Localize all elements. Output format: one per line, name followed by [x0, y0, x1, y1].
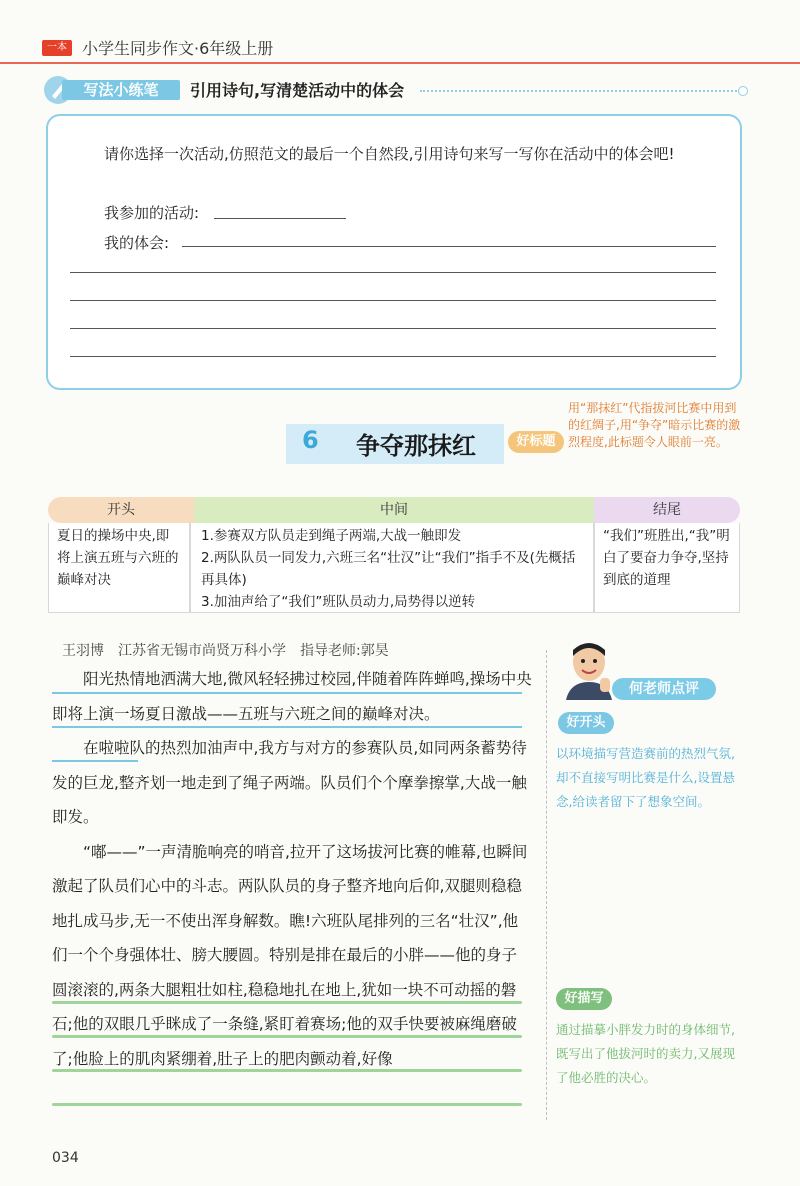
outline-middle-item: 3.加油声给了“我们”班队员动力,局势得以逆转: [201, 594, 476, 610]
outline-middle: [190, 523, 594, 613]
highlight-underline: [52, 760, 138, 762]
section-title: 引用诗句,写清楚活动中的体会: [190, 81, 405, 100]
article-paragraph: 阳光热情地洒满大地,微风轻轻拂过校园,伴随着阵阵蝉鸣,操场中央即将上演一场夏日激战——五班与六班之间的巅峰对决。: [52, 670, 532, 723]
book-title: 小学生同步作文·6年级上册: [82, 39, 274, 58]
article-paragraph: 在啦啦队的热烈加油声中,我方与对方的参赛队员,如同两条蓄势待发的巨龙,整齐划一地走到了绳子两端。队员们个个摩拳擦掌,大战一触即发。: [52, 739, 527, 826]
section-tag: 写法小练笔: [62, 80, 180, 100]
divider: [420, 90, 740, 92]
outline-header-ending: 结尾: [594, 497, 740, 523]
highlight-underline: [52, 1001, 522, 1004]
answer-line[interactable]: [70, 272, 716, 273]
outline-middle-item: 2.两队队员一同发力,六班三名“壮汉”让“我们”指手不及(先概括再具体): [201, 550, 576, 588]
highlight-underline: [52, 726, 522, 728]
highlight-underline: [52, 1069, 522, 1072]
feeling-answer-line[interactable]: [182, 246, 716, 247]
good-opening-note: 以环境描写营造赛前的热烈气氛,却不直接写明比赛是什么,设置悬念,给读者留下了想象空间。: [556, 746, 735, 809]
outline-header-middle: 中间: [194, 497, 594, 523]
activity-label: 我参加的活动:: [104, 204, 200, 222]
good-description-note: 通过描摹小胖发力时的身体细节,既写出了他拔河时的卖力,又展现了他必胜的决心。: [556, 1022, 735, 1085]
answer-line[interactable]: [70, 328, 716, 329]
outline-header-opening: 开头: [48, 497, 194, 523]
divider-end-dot: [738, 86, 748, 96]
outline-middle-item: 1.参赛双方队员走到绳子两端,大战一触即发: [201, 528, 462, 544]
title-note: 用“那抹红”代指拔河比赛中用到的红绸子,用“争夺”暗示比赛的激烈程度,此标题令人眼前一亮。: [568, 401, 741, 449]
highlight-underline: [52, 1035, 522, 1038]
highlight-underline: [52, 692, 522, 694]
article-body: [52, 662, 532, 1076]
good-title-badge: 好标题: [508, 431, 564, 453]
highlight-underline: [52, 1103, 522, 1106]
outline-opening: 夏日的操场中央,即将上演五班与六班的巅峰对决: [48, 523, 190, 613]
teacher-comment-tag: 何老师点评: [612, 678, 716, 700]
lesson-title: 争夺那抹红: [356, 432, 476, 460]
feeling-label: 我的体会:: [104, 234, 170, 252]
header-rule: [0, 62, 800, 64]
article-paragraph: “嘟——”一声清脆响亮的哨音,拉开了这场拔河比赛的帷幕,也瞬间激起了队员们心中的斗志。两队队员的身子整齐地向后仰,双腿则稳稳地扎成马步,无一不使出浑身解数。瞧!六班队尾排列的三名“壮汉”,他们一个个身强体壮、膀大腰圆。特别是排在最后的小胖——他的身子圆滚滚的,两条大腿粗壮如柱,稳稳地扎在地上,犹如一块不可动摇的磐石;他的双眼几乎眯成了一条缝,紧盯着赛场;他的双手快要被麻绳磨破了;他脸上的肌肉紧绷着,肚子上的肥肉颤动着,好像: [52, 842, 528, 1068]
answer-line[interactable]: [70, 300, 716, 301]
brand-badge: 一本: [42, 40, 72, 56]
answer-line[interactable]: [70, 356, 716, 357]
page-number: 034: [52, 1150, 79, 1166]
activity-answer-line[interactable]: [214, 218, 346, 219]
teacher-avatar: [560, 638, 618, 700]
good-description-badge: 好描写: [556, 988, 612, 1010]
lesson-number: 6: [302, 426, 319, 454]
outline-ending: “我们”班胜出,“我”明白了要奋力争夺,坚持到底的道理: [594, 523, 740, 613]
column-divider: [546, 650, 547, 1120]
good-opening-badge: 好开头: [558, 712, 614, 734]
author-byline: 王羽博 江苏省无锡市尚贤万科小学 指导老师:郭昊: [62, 643, 389, 659]
exercise-prompt: 请你选择一次活动,仿照范文的最后一个自然段,引用诗句来写一写你在活动中的体会吧!: [104, 145, 675, 163]
